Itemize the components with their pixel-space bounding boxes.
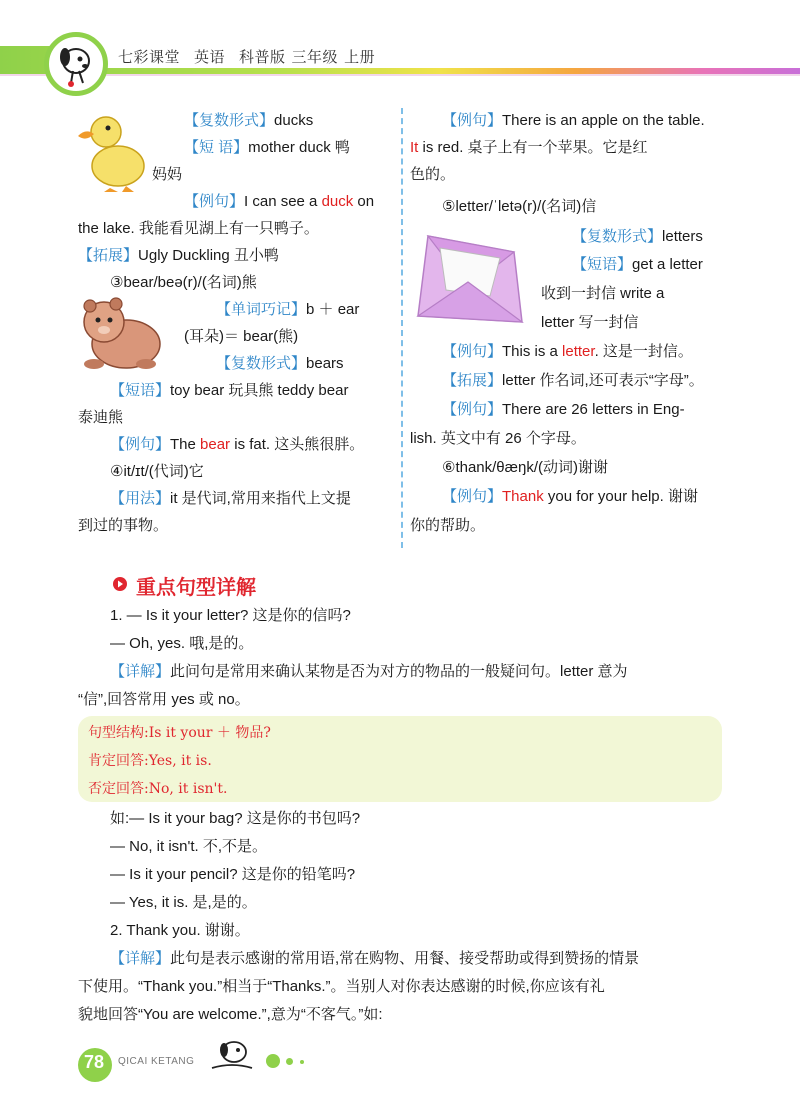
section-line-explain2-cont: 下使用。“Thank you.”相当于“Thanks.”。当别人对你表达感谢的时候,你应该有礼 xyxy=(78,978,605,995)
header-mascot-badge xyxy=(44,32,108,96)
right-line-word-thank: ⑥thank/θæŋk/(动词)谢谢 xyxy=(442,459,608,476)
box-line-negative: 否定回答:No, it isn't. xyxy=(88,781,228,797)
line-text: mother duck 鸭 xyxy=(248,139,350,156)
section-line-explain2-end: 貌地回答“You are welcome.”,意为“不客气。”如: xyxy=(78,1006,383,1023)
bear-illustration-icon xyxy=(74,292,166,372)
left-line-word-it: ④it/ɪt/(代词)它 xyxy=(110,463,204,480)
line-text: 此句是表示感谢的常用语,常在购物、用餐、接受帮助或得到赞扬的情景 xyxy=(170,950,640,967)
right-line-example-letter xyxy=(442,341,693,363)
line-text: I can see a xyxy=(244,193,322,210)
header-series: 七彩课堂 xyxy=(118,49,181,66)
line-text: There is an apple on the table. xyxy=(502,112,705,129)
line-text: toy bear 玩具熊 teddy bear xyxy=(170,382,349,399)
highlight-word: letter xyxy=(562,343,595,360)
tag-label: 【短语】 xyxy=(572,256,633,273)
right-line-phrase-cont: 收到一封信 write a xyxy=(541,285,665,302)
highlight-word: It xyxy=(410,139,419,156)
section-line-q1: 1. — Is it your letter? 这是你的信吗? xyxy=(110,607,351,624)
header-title xyxy=(118,46,389,67)
tag-label: 【用法】 xyxy=(110,490,171,507)
duck-illustration-icon xyxy=(74,108,152,194)
left-line-phrase-bear-cont: 泰迪熊 xyxy=(78,409,124,426)
section-line-example1-a: — No, it isn't. 不,不是。 xyxy=(110,838,268,855)
line-text: letters xyxy=(662,228,703,245)
line-text: is fat. 这头熊很胖。 xyxy=(230,436,365,453)
left-line-example-cont: the lake. 我能看见湖上有一只鸭子。 xyxy=(78,220,319,237)
left-line-memory-tip xyxy=(216,299,359,321)
left-line-phrase-bear xyxy=(110,380,348,402)
box-line-affirmative: 肯定回答:Yes, it is. xyxy=(88,753,212,769)
line-text: get a letter xyxy=(632,256,703,273)
line-text: it 是代词,常用来指代上文提 xyxy=(170,490,351,507)
right-line-example-cont xyxy=(410,137,648,159)
left-line-plural-bear xyxy=(216,353,344,375)
line-text: . 这是一封信。 xyxy=(594,343,693,360)
line-text: Ugly Duckling 丑小鸭 xyxy=(138,247,279,264)
header-rule xyxy=(0,74,800,76)
right-line-example-thank-cont: 你的帮助。 xyxy=(410,517,486,534)
left-line-usage-cont: 到过的事物。 xyxy=(78,517,169,534)
section-title: 重点句型详解 xyxy=(136,577,256,599)
left-line-phrase-cont: 妈妈 xyxy=(152,166,183,183)
highlight-word: bear xyxy=(200,436,231,453)
right-line-word-letter: ⑤letter/ˈletə(r)/(名词)信 xyxy=(442,198,597,215)
tag-label: 【例句】 xyxy=(442,401,503,418)
tag-label: 【拓展】 xyxy=(442,372,503,389)
section-line-explain1 xyxy=(110,661,628,683)
header-edition: 科普版 xyxy=(239,49,286,66)
right-line-extension xyxy=(442,370,704,392)
left-line-word-bear: ③bear/beə(r)/(名词)熊 xyxy=(110,274,257,291)
dog-mascot-icon xyxy=(49,37,103,91)
right-line-example-end: 色的。 xyxy=(410,166,456,183)
header-grade: 三年级 xyxy=(291,49,339,66)
line-text: you for your help. 谢谢 xyxy=(543,488,698,505)
left-line-example-bear xyxy=(110,434,364,456)
line-text: There are 26 letters in Eng- xyxy=(502,401,685,418)
line-text: The xyxy=(170,436,201,453)
left-line-example xyxy=(184,191,374,213)
footer-brand: QICAI KETANG xyxy=(118,1056,195,1067)
footer-dot-small xyxy=(300,1060,304,1064)
footer-dog-icon xyxy=(206,1036,258,1076)
left-line-memory-cont: (耳朵)＝ bear(熊) xyxy=(184,328,299,345)
section-line-explain1-cont: “信”,回答常用 yes 或 no。 xyxy=(78,691,250,708)
tag-label: 【单词巧记】 xyxy=(216,301,307,318)
right-line-example-thank xyxy=(442,486,698,508)
highlight-word: Thank xyxy=(502,488,544,505)
page-number: 78 xyxy=(84,1052,105,1072)
tag-label: 【复数形式】 xyxy=(572,228,663,245)
header-subject: 英语 xyxy=(194,49,226,66)
right-line-plural xyxy=(572,226,703,248)
section-line-example2: — Is it your pencil? 这是你的铅笔吗? xyxy=(110,866,356,883)
tag-label: 【例句】 xyxy=(110,436,171,453)
box-line-structure: 句型结构:Is it your ＋ 物品? xyxy=(88,725,271,741)
footer-dot-large xyxy=(266,1054,280,1068)
tag-label: 【详解】 xyxy=(110,663,171,680)
line-text: 此问句是常用来确认某物是否为对方的物品的一般疑问句。letter 意为 xyxy=(170,663,628,680)
right-line-example xyxy=(442,110,705,132)
tag-label: 【例句】 xyxy=(442,488,503,505)
tag-label: 【复数形式】 xyxy=(184,112,275,129)
section-line-example2-a: — Yes, it is. 是,是的。 xyxy=(110,894,257,911)
line-text: ducks xyxy=(274,112,314,129)
left-line-extension xyxy=(78,245,279,267)
line-text: bears xyxy=(306,355,344,372)
line-text: b ＋ ear xyxy=(306,301,360,318)
section-line-a1: — Oh, yes. 哦,是的。 xyxy=(110,635,254,652)
section-line-example1: 如:— Is it your bag? 这是你的书包吗? xyxy=(110,810,361,827)
line-text: on xyxy=(353,193,375,210)
right-line-example-26 xyxy=(442,399,685,421)
tag-label: 【例句】 xyxy=(442,112,503,129)
tag-label: 【例句】 xyxy=(442,343,503,360)
tag-label: 【复数形式】 xyxy=(216,355,307,372)
line-text: letter 作名词,还可表示“字母”。 xyxy=(502,372,704,389)
column-divider xyxy=(401,108,403,548)
tag-label: 【详解】 xyxy=(110,950,171,967)
envelope-illustration-icon xyxy=(410,226,526,334)
left-line-usage xyxy=(110,488,351,510)
left-line-phrase xyxy=(184,137,350,159)
section-line-q2: 2. Thank you. 谢谢。 xyxy=(110,922,250,939)
right-line-phrase xyxy=(572,254,703,276)
tag-label: 【拓展】 xyxy=(78,247,139,264)
tag-label: 【例句】 xyxy=(184,193,245,210)
tag-label: 【短语】 xyxy=(110,382,171,399)
section-bullet-icon xyxy=(112,576,128,592)
header-volume: 上册 xyxy=(344,49,376,66)
line-text: is red. 桌子上有一个苹果。它是红 xyxy=(418,139,648,156)
line-text: This is a xyxy=(502,343,563,360)
left-line-plural xyxy=(184,110,313,132)
right-line-phrase-end: letter 写一封信 xyxy=(541,314,639,331)
section-line-explain2 xyxy=(110,948,639,970)
right-line-example-26-cont: lish. 英文中有 26 个字母。 xyxy=(410,430,586,447)
footer-dot-medium xyxy=(286,1058,293,1065)
highlight-word: duck xyxy=(321,193,354,210)
tag-label: 【短 语】 xyxy=(184,139,249,156)
